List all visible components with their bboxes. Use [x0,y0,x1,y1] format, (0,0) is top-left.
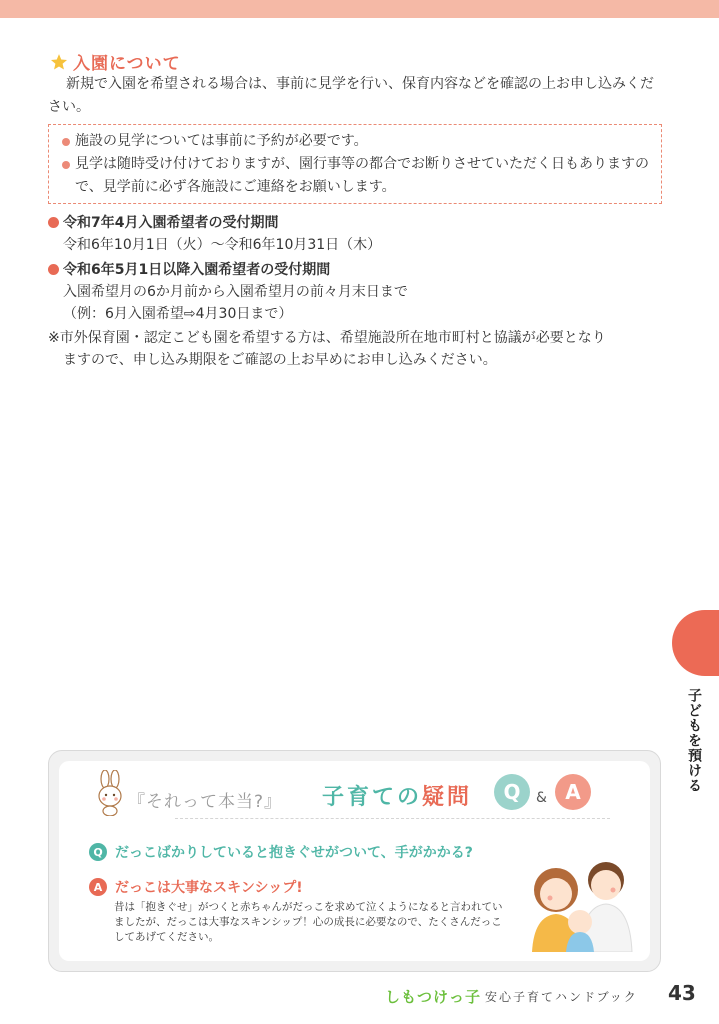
side-tab-label: 子どもを預ける [686,688,702,793]
section-title-text: 入園について [73,54,181,74]
period-line: 令和6年10月1日（火）～令和6年10月31日（木） [63,237,382,253]
qa-answer-heading [89,877,303,897]
question-badge: Q [89,843,107,861]
answer-badge: A [89,878,107,896]
qa-divider [175,818,610,819]
footnote-line: ※市外保育園・認定こども園を希望する方は、希望施設所在地市町村と協議が必要となり [48,330,606,346]
notice-box [48,124,662,204]
footnote-line: ますので、申し込み期限をご確認の上お早めにお申し込みください。 [63,352,497,368]
qa-title-main [322,780,472,811]
qa-ampersand: & [536,790,547,806]
side-tab [672,610,719,676]
answer-body: 昔は「抱きぐせ」がつくと赤ちゃんがだっこを求めて泣くようになると言われていましたが、だっこは大事なスキンシップ！心の成長に必要なので、たくさんだっこしてあげてください。 [114,901,503,943]
top-color-bar [0,0,719,18]
period-line: 入園希望月の6か月前から入園希望月の前々月末日まで [63,284,408,300]
qa-title-quote: 『それって本当?』 [128,792,283,812]
notice-item: 施設の見学については事前に予約が必要です。 [61,130,651,153]
qa-title-main-a: 子育ての [322,785,423,810]
section-title [50,49,181,74]
intro-paragraph [48,73,666,119]
qa-title-main-b: 疑問 [422,785,473,810]
answer-heading-text: だっこは大事なスキンシップ! [115,880,303,896]
qa-question [89,842,473,862]
family-illustration-icon [518,852,648,952]
footer-subtitle: 安心子育てハンドブック [485,990,638,1004]
period-heading: 令和7年4月入園希望者の受付期間 [48,212,381,234]
notice-item: 見学は随時受け付けておりますが、園行事等の都合でお断りさせていただく日もありますので、見学前に必ず各施設にご連絡をお願いします。 [61,153,651,199]
period-line: （例：6月入園希望⇨4月30日まで） [63,306,293,322]
page-number: 43 [668,981,696,1005]
period-heading: 令和6年5月1日以降入園希望者の受付期間 [48,259,408,281]
qa-a-badge: A [555,774,591,810]
footnote [48,327,668,371]
intro-text: 新規で入園を希望される場合は、事前に見学を行い、保育内容などを確認の上お申し込みください。 [48,76,654,115]
qa-q-badge: Q [494,774,530,810]
bunny-mascot-icon [93,770,127,816]
period-block [48,259,408,325]
period-block [48,212,381,256]
question-text: だっこばかりしていると抱きぐせがついて、手がかかる? [115,845,473,861]
footer-brand: しもつけっ子 [385,988,482,1006]
star-icon [50,53,68,71]
